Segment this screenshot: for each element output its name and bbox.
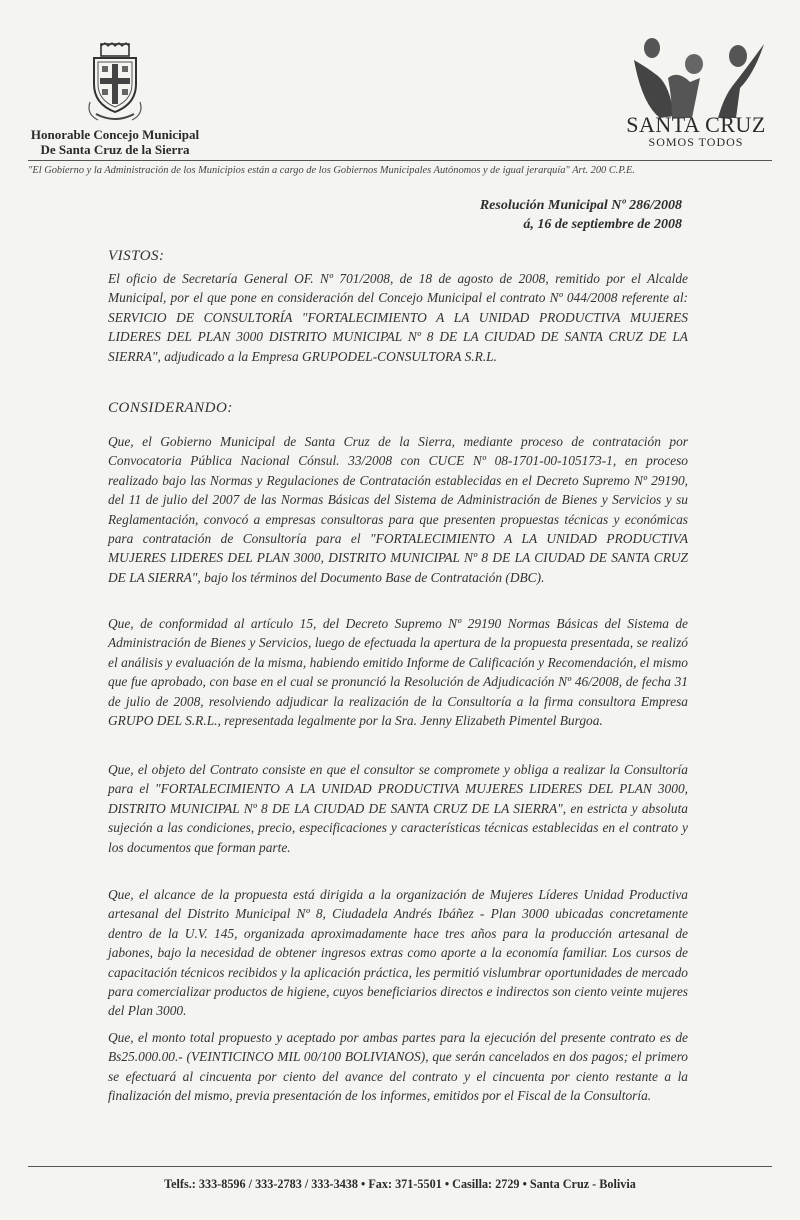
considerando-paragraph-5: Que, el monto total propuesto y aceptado por ambas partes para la ejecución del presente contrato es de Bs25.000.00.- (VEINTICINCO MIL 00/100 BOLIVIANOS), que serán cancelados en dos pagos; el primero se efectuará al cincuenta por ciento del avance del contrato y el cincuenta por ciento restante a la finalización del mismo, previa presentación de los informes, emitidos por el Fiscal de la Consultoría. (108, 1030, 688, 1104)
santa-cruz-logo-slogan: SOMOS TODOS (648, 135, 744, 149)
resolution-block (480, 196, 682, 234)
vistos-heading: VISTOS: (108, 248, 165, 264)
resolution-number: Resolución Municipal Nº 286/2008 (479, 198, 682, 213)
resolution-date: á, 16 de septiembre de 2008 (523, 217, 682, 232)
header-divider (28, 160, 772, 161)
vistos-paragraph: El oficio de Secretaría General OF. Nº 701/2008, de 18 de agosto de 2008, remitido por el Alcalde Municipal, por el que pone en consideración del Concejo Municipal el contrato Nº 044/2008 referente al: SERVICIO DE CONSULTORÍA "FORTALECIMIENTO A LA UNIDAD PRODUCTIVA MUJERES LIDERES DEL PLAN 3000 DISTRITO MUNICIPAL Nº 8 DE LA CIUDAD DE SANTA CRUZ DE LA SIERRA", adjudicado a la Empresa GRUPODEL-CONSULTORA S.R.L. (108, 271, 688, 364)
considerando-paragraph-4: Que, el alcance de la propuesta está dirigida a la organización de Mujeres Líderes Unidad Productiva artesanal del Distrito Municipal Nº 8, Ciudadela Andrés Ibáñez - Plan 3000 ubicadas concretamente dentro de la U.V. 145, organizada aproximadamente hace tres años para la producción artesanal de jabones, bajo la necesidad de obtener ingresos extras como aporte a la economía familiar. Los cursos de capacitación técnicos recibidos y la aplicación práctica, les permitió vislumbrar oportunidades de mercado para comercializar productos de higiene, cuyos beneficiarios directos e indirectos son ciento veinte mujeres del Plan 3000. (108, 887, 688, 1019)
council-name-line2: De Santa Cruz de la Sierra (40, 142, 190, 157)
considerando-paragraph-2: Que, de conformidad al artículo 15, del Decreto Supremo Nº 29190 Normas Básicas del Sistema de Administración de Bienes y Servicios, luego de efectuada la apertura de la propuesta presentada, se realizó el análisis y evaluación de la misma, habiendo emitido Informe de Calificación y Recomendación, el mismo que fue aprobado, con base en el cual se pronunció la Resolución de Adjudicación Nº 46/2008, de fecha 31 de julio de 2008, resolviendo adjudicar la realización de la Consultoría a la firma consultora Empresa GRUPO DEL S.R.L., representada legalmente por la Sra. Jenny Elizabeth Pimentel Burgoa. (108, 616, 688, 729)
considerando-paragraph-3: Que, el objeto del Contrato consiste en que el consultor se compromete y obliga a realizar la Consultoría para el "FORTALECIMIENTO A LA UNIDAD PRODUCTIVA MUJERES LIDERES DEL PLAN 3000, DISTRITO MUNICIPAL Nº 8 DE LA CIUDAD DE SANTA CRUZ DE LA SIERRA", en estricta y absoluta sujeción a las condiciones, precio, especificaciones y características técnicas establecidas en el contrato y los documentos que forman parte. (108, 762, 688, 855)
santa-cruz-logo-name: SANTA CRUZ (626, 112, 766, 137)
coat-of-arms-logo (86, 42, 144, 128)
constitution-quote: "El Gobierno y la Administración de los Municipios están a cargo de los Gobiernos Municipales Autónomos y de igual jerarquía" Art. 200 C.P.E. (28, 165, 635, 176)
council-name (20, 127, 210, 157)
considerando-heading: CONSIDERANDO: (108, 400, 233, 416)
footer-divider (28, 1166, 772, 1167)
considerando-paragraph-1: Que, el Gobierno Municipal de Santa Cruz de la Sierra, mediante proceso de contratación por Convocatoria Pública Nacional Cónsul. 33/2008 con CUCE Nº 08-1701-00-105173-1, en proceso realizado bajo las Normas y Regulaciones de Contratación establecidas en el Decreto Supremo Nº 29190, del 11 de julio del 2007 de las Normas Básicas del Sistema de Administración de Bienes y Servicios y su Reglamentación, convocó a empresas consultoras para que presenten propuestas técnicas y económicas para contratación de Consultoría para el "FORTALECIMIENTO A LA UNIDAD PRODUCTIVA MUJERES LIDERES DEL PLAN 3000, DISTRITO MUNICIPAL Nº 8 DE LA CIUDAD DE SANTA CRUZ DE LA SIERRA", bajo los términos del Documento Base de Contratación (DBC). (108, 434, 688, 585)
santa-cruz-figures-logo (628, 34, 768, 120)
council-name-line1: Honorable Concejo Municipal (30, 127, 200, 142)
footer-contact: Telfs.: 333-8596 / 333-2783 / 333-3438 • Fax: 371-5501 • Casilla: 2729 • Santa Cruz - Bolivia (164, 1177, 636, 1191)
